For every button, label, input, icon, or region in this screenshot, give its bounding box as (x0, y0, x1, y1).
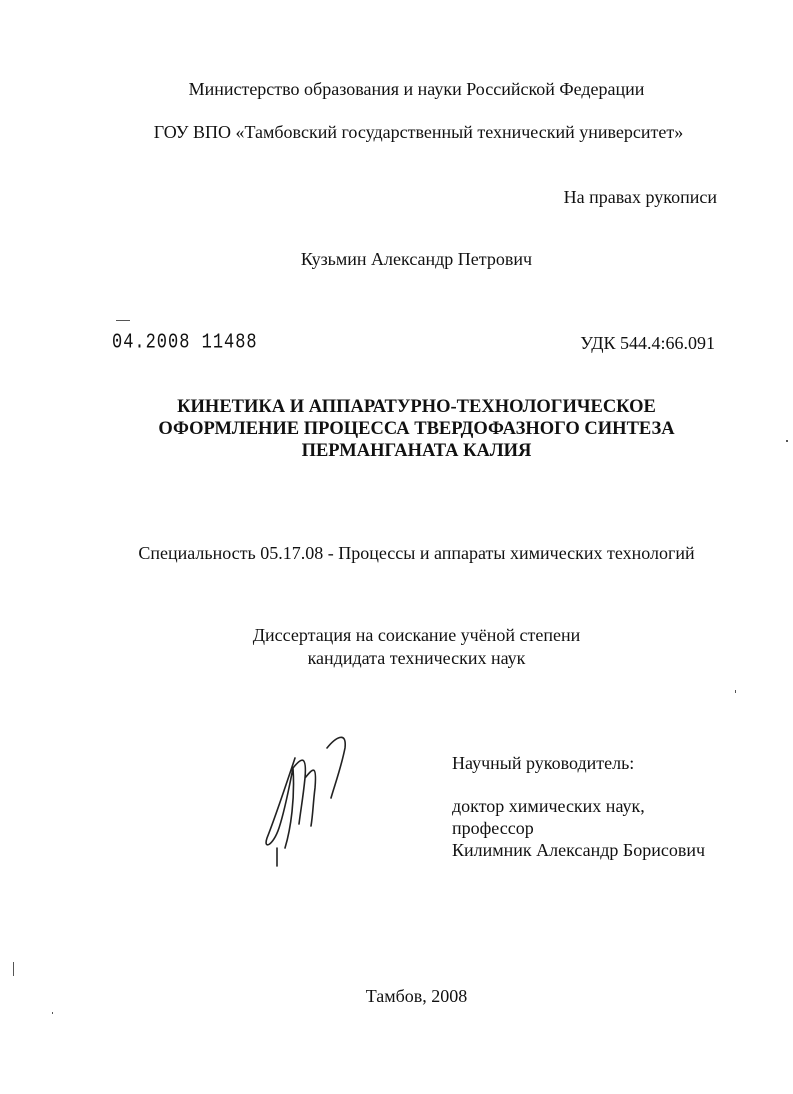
university-name: ГОУ ВПО «Тамбовский государственный технический университет» (153, 122, 684, 142)
thesis-line-2: кандидата технических наук (307, 648, 526, 668)
title-line-1: КИНЕТИКА И АППАРАТУРНО-ТЕХНОЛОГИЧЕСКОЕ (177, 397, 656, 417)
author-name: Кузьмин Александр Петрович (300, 249, 533, 269)
advisor-position: профессор (452, 818, 534, 838)
udk-code: УДК 544.4:66.091 (580, 333, 715, 353)
title-line-2: ОФОРМЛЕНИЕ ПРОЦЕССА ТВЕРДОФАЗНОГО СИНТЕЗА (158, 419, 675, 439)
scan-speck (786, 440, 788, 442)
thesis-line-1: Диссертация на соискание учёной степени (252, 625, 581, 645)
thesis-description (20, 624, 793, 670)
speciality: Специальность 05.17.08 - Процессы и аппараты химических технологий (138, 543, 695, 563)
advisor-degree: доктор химических наук, (452, 796, 645, 816)
advisor-label: Научный руководитель: (452, 753, 635, 773)
city-year: Тамбов, 2008 (365, 986, 468, 1006)
advisor-details (452, 795, 705, 861)
signature-icon (255, 728, 365, 868)
ministry-name: Министерство образования и науки Российской Федерации (188, 79, 645, 99)
title-line-3: ПЕРМАНГАНАТА КАЛИЯ (301, 441, 532, 461)
scan-speck (52, 1012, 53, 1014)
registration-number: 04.2008 11488 (112, 331, 258, 355)
advisor-name: Килимник Александр Борисович (452, 840, 706, 860)
scan-speck (13, 962, 14, 976)
scan-speck (116, 320, 130, 321)
manuscript-note: На правах рукописи (563, 187, 717, 207)
dissertation-title (20, 396, 793, 462)
scan-speck (735, 690, 736, 693)
